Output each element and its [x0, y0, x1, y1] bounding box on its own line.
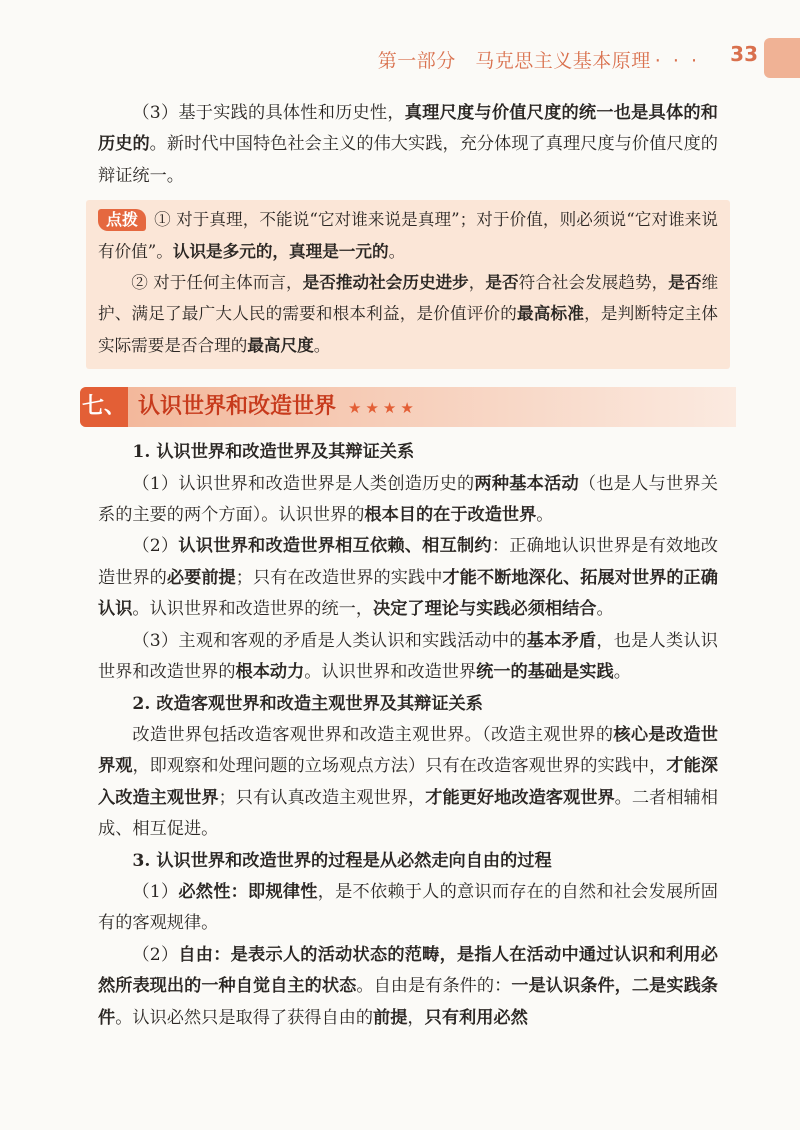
importance-stars: ★★★★ [348, 399, 418, 418]
tip-box [86, 200, 730, 369]
s1-paragraph-1 [98, 469, 718, 532]
tip-line-2 [98, 267, 718, 361]
text-run: （也是人与世界关系的主要的两个方面）。认识世界的 [98, 473, 718, 526]
text-run: ② 对于任何主体而言， [131, 273, 303, 293]
bold-run: 才能不断地深化、拓展对世界的正确认识 [98, 567, 718, 620]
bold-run: 只有利用必然 [424, 1007, 528, 1028]
s3-paragraph-2 [98, 940, 718, 1034]
bold-run: 决定了理论与实践必须相结合 [373, 599, 597, 620]
running-title [378, 46, 700, 73]
header-dots: · · · [654, 50, 700, 72]
s2-paragraph-1 [98, 720, 718, 846]
subheading-3: 3. 认识世界和改造世界的过程是从必然走向自由的过程 [132, 850, 552, 871]
text-run: （3）基于实践的具体性和历史性， [132, 103, 405, 123]
bold-run: 才能深入改造主观世界 [98, 756, 718, 808]
text-run: 。 [388, 241, 406, 261]
text-run: （1）认识世界和改造世界是人类创造历史的 [132, 473, 475, 494]
text-run: ，是不依赖于人的意识而存在的自然和社会发展所固有的客观规律。 [98, 881, 718, 934]
text-run: ；只有在改造世界的实践中 [235, 567, 443, 588]
bold-run: 真理尺度与价值尺度的统一也是具体的和历史的 [98, 103, 718, 155]
s1-paragraph-2 [98, 531, 718, 625]
text-run: ，即观察和处理问题的立场观点方法）只有在改造客观世界的实践中， [132, 756, 667, 777]
text-run: ；只有认真改造主观世界， [218, 787, 426, 808]
subheading-2: 2. 改造客观世界和改造主观世界及其辩证关系 [132, 693, 483, 714]
page-edge-tab [764, 38, 800, 78]
text-run: 。二者相辅相成、相互促进。 [98, 787, 718, 840]
bold-run: 两种基本活动 [474, 473, 579, 494]
text-run: 。认识世界和改造世界 [304, 662, 477, 683]
text-run: 。 [536, 505, 554, 526]
bold-run: 认识是多元的，真理是一元的 [172, 240, 389, 261]
bold-run: 必要前提 [166, 567, 236, 588]
bold-run: 基本矛盾 [526, 630, 597, 651]
bold-run: 最高标准 [517, 303, 585, 324]
page-number: 33 [730, 42, 758, 66]
page-content [81, 98, 719, 1034]
tip-line-1 [98, 204, 718, 267]
page-header [0, 38, 800, 78]
intro-paragraph [98, 98, 718, 192]
bold-run: 是否 [668, 272, 702, 293]
text-run: ：正确地认识世界是有效地改造世界的 [98, 536, 718, 588]
text-run: 。 [313, 335, 331, 355]
section-banner [80, 387, 736, 427]
bold-run: 是否推动社会历史进步 [302, 272, 469, 293]
text-run: ① 对于真理，不能说“它对谁来说是真理”；对于价值，则必须说“它对谁来说有价值”。 [98, 210, 718, 261]
text-run: （2） [132, 944, 179, 965]
text-run: 。新时代中国特色社会主义的伟大实践，充分体现了真理尺度与价值尺度的辩证统一。 [98, 134, 718, 186]
bold-run: 前提 [373, 1007, 408, 1028]
text-run: 。 [613, 662, 631, 683]
bold-run: 统一的基础是实践 [476, 662, 614, 683]
bold-run: 核心是改造世界观 [98, 724, 718, 777]
bold-run: 必然性：即规律性 [178, 881, 318, 902]
bold-run: 才能更好地改造客观世界 [425, 787, 615, 808]
section-number: 七、 [80, 387, 128, 427]
part-title: 第一部分 马克思主义基本原理 [377, 50, 651, 72]
text-run: 。 [596, 599, 614, 620]
text-run: 维护、满足了最广大人民的需要和根本利益，是价值评价的 [98, 273, 719, 324]
text-run: （1） [132, 881, 179, 902]
bold-run: 是否 [485, 272, 519, 293]
text-run: 改造世界包括改造客观世界和改造主观世界。（改造主观世界的 [132, 724, 614, 745]
section-title: 认识世界和改造世界 [138, 394, 337, 420]
text-run: ， [407, 1007, 425, 1028]
text-run: ， [468, 273, 486, 293]
bold-run: 最高尺度 [247, 334, 314, 355]
text-run: ，也是人类认识世界和改造世界的 [98, 630, 718, 683]
text-run: 。认识世界和改造世界的统一， [132, 599, 374, 620]
s3-paragraph-1 [98, 877, 718, 940]
bold-run: 自由：是表示人的活动状态的范畴，是指人在活动中通过认识和利用必然所表现出的一种自觉自主的状态 [98, 944, 718, 997]
bold-run: 一是认识条件，二是实践条件 [98, 976, 718, 1028]
subheading-1: 1. 认识世界和改造世界及其辩证关系 [132, 442, 415, 463]
bold-run: 根本动力 [235, 662, 305, 683]
text-run: 。认识必然只是取得了获得自由的 [115, 1007, 374, 1028]
text-run: （2） [132, 536, 179, 557]
bold-run: 根本目的在于改造世界 [364, 505, 537, 526]
text-run: 。自由是有条件的： [356, 976, 512, 997]
text-run: 符合社会发展趋势， [518, 273, 669, 293]
bold-run: 认识世界和改造世界相互依赖、相互制约 [178, 536, 492, 557]
text-run: （3）主观和客观的矛盾是人类认识和实践活动中的 [132, 630, 527, 651]
s1-paragraph-3 [98, 626, 718, 689]
text-run: ，是判断特定主体实际需要是否合理的 [98, 304, 719, 355]
tip-label: 点拨 [98, 209, 146, 231]
